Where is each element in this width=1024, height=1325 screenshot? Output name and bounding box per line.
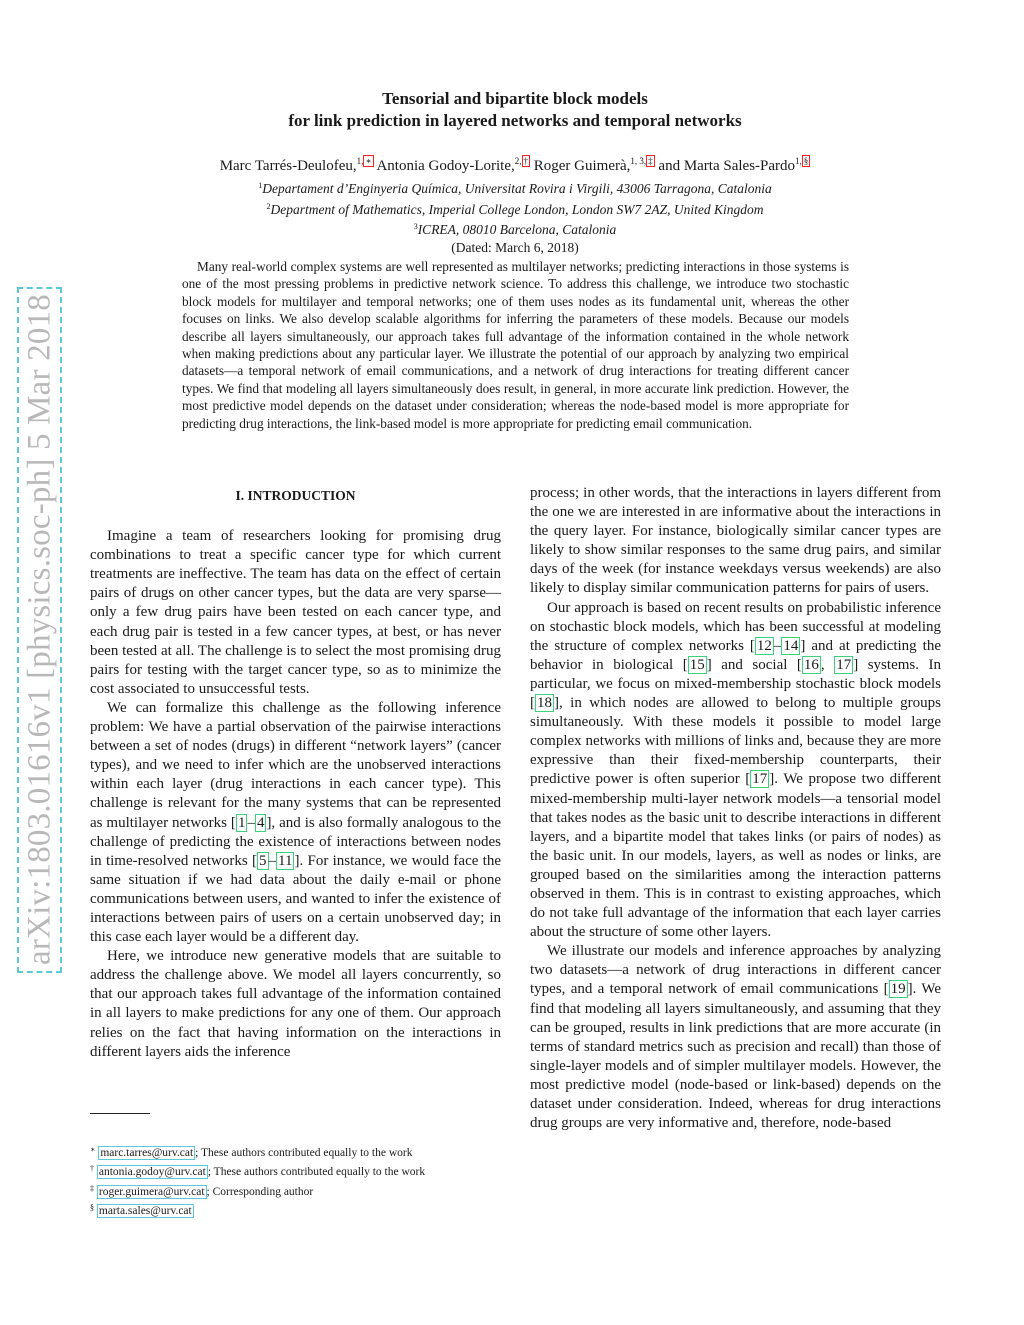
footnote: ‡ roger.guimera@urv.cat ; Corresponding author xyxy=(90,1183,314,1198)
author-name: Antonia Godoy-Lorite, xyxy=(376,158,515,174)
author-name: Marc Tarrés-Deulofeu, xyxy=(219,158,357,174)
citation-link[interactable]: 17 xyxy=(752,771,768,788)
affiliation: $^3$ICREA, 08010 Barcelona, Catalonia xyxy=(413,222,617,237)
abstract: Many real-world complex systems are well represented as multilayer networks; predicting interactions in those systems is one of the most pressing problems in predictive network science. To address this challenge, we introduce two stochastic block models for multilayer and temporal networks; one of them uses nodes as its fundamental unit, whereas the other focuses on links. We also develop scalable algorithms for inferring the parameters of these models. Because our models describe all layers simultaneously, our approach takes full advantage of the information contained in the whole network when making predictions about any particular layer. We illustrate the potential of our approach by analyzing two empirical datasets—a temporal network of email communications, and a network of drug interactions for treating different cancer types. We find that modeling all layers simultaneously does result, in general, in more accurate link prediction. However, the most predictive model depends on the dataset under consideration; whereas the node-based model is more appropriate for predicting drug interactions, the link-based model is more appropriate for predicting email communication. xyxy=(182,259,849,431)
author-list: Marc Tarrés-Deulofeu,$^{1, ∗}$ Antonia Godoy-Lorite,$^{2, \dagger}$ Roger Guimerà,$^{1, 3, \ddagger}$ and Marta Sales-Pardo$^{1, \S}$ xyxy=(219,156,809,174)
paper-title: Tensorial and bipartite block models for link prediction in layered networks and temporal networks xyxy=(288,89,742,130)
author-name: Roger Guimerà, xyxy=(533,158,631,174)
email-link[interactable]: roger.guimera@urv.cat xyxy=(98,1185,205,1198)
section-heading: I. INTRODUCTION xyxy=(235,488,356,503)
paragraph: Imagine a team of researchers looking for promising drug combinations to treat a specific cancer type for which current treatments are ineffective. The team has data on the effect of certain pairs of drugs on other cancer types, but the data are very sparse—only a few drug pairs have been tested on each cancer type, and each drug pair is tested in a few cancer types, at best, or has never been tested at all. The challenge is to select the most promising drug pairs for testing with the target cancer type, so as to minimize the cost associated to unsuccessful tests. xyxy=(90,528,501,697)
citation-link[interactable]: 12 xyxy=(756,637,772,654)
affiliations xyxy=(120,177,910,256)
dated-line: (Dated: March 6, 2018) xyxy=(451,239,579,255)
footnote-rule xyxy=(90,1113,150,1114)
citation-link[interactable]: 18 xyxy=(537,695,552,712)
email-link[interactable]: marta.sales@urv.cat xyxy=(98,1205,192,1218)
footnote-link[interactable]: § xyxy=(803,156,809,166)
email-link[interactable]: marc.tarres@urv.cat xyxy=(100,1147,194,1159)
citation-link[interactable]: 1 xyxy=(237,814,246,831)
citation-link[interactable]: 4 xyxy=(256,814,265,831)
citation-link[interactable]: 17 xyxy=(836,656,852,673)
citation-link[interactable]: 14 xyxy=(783,637,799,654)
footnote-link[interactable]: † xyxy=(523,156,529,166)
footnote: ∗ marc.tarres@urv.cat ; These authors contributed equally to the work xyxy=(90,1145,413,1159)
footnote-link[interactable]: ∗ xyxy=(365,156,372,166)
paragraph: process; in other words, that the interactions in layers different from the one we are interested in are informative about the interactions in the query layer. For instance, biologically similar cancer types are likely to show similar responses to the same drug pairs, and similar days of the week (for instance weekdays versus weekends) are also likely to display similar communication patterns for pairs of users. xyxy=(530,485,941,597)
footnote: § marta.sales@urv.cat xyxy=(90,1203,192,1218)
affiliation: $^1$Departament d’Enginyeria Química, Universitat Rovira i Virgili, 43006 Tarragona, Catalonia xyxy=(258,181,772,196)
citation-link[interactable]: 19 xyxy=(890,981,906,998)
footnotes xyxy=(90,1142,510,1220)
paragraph: We illustrate our models and inference approaches by analyzing two datasets—a network of drug interactions in different cancer types, and a temporal network of email communications [ 19 ]. We find that modeling all layers simultaneously, and assuming that they can be grouped, results in link predictions that are more accurate (in terms of standard metrics such as precision and recall) than those of single-layer models and of simpler multilayer models. However, the most predictive model (node-based or link-based) depends on the dataset under consideration. Indeed, whereas for drug interactions drug groups are very informative and, therefore, node-based xyxy=(530,943,942,1132)
footnote: † antonia.godoy@urv.cat ; These authors contributed equally to the work xyxy=(90,1164,426,1179)
paragraph: Our approach is based on recent results on probabilistic inference on stochastic block models, which has been successful at modeling the structure of complex networks [ 12 – 14 ] and at predicting the behavior in biological [ 15 ] and social [ 16 , 17 ] systems. In particular, we focus on mixed-membership stochastic block models [ 18 ], in which nodes are allowed to belong to multiple groups simultaneously. With these models it possible to model large complex networks with millions of links and, because they are more expressive than their fixed-membership counterparts, their predictive power is often superior [ 17 ]. We propose two different mixed-membership multi-layer network models—a tensorial model that takes nodes as the basic unit to describe interactions in different layers, and a bipartite model that takes links (or pairs of nodes) as the basic unit. In our models, layers, as well as nodes or links, are grouped based on the similarities among the interaction patterns observed in them. This is in contrast to existing approaches, which do not take full advantage of the information that each layer carries about the structure of some other layers. xyxy=(530,599,941,941)
footnote-link[interactable]: ‡ xyxy=(648,156,653,166)
left-column xyxy=(90,484,501,1062)
paragraph: We can formalize this challenge as the following inference problem: We have a partial observation of the pairwise interactions between a set of nodes (drugs) in different “network layers” (cancer types), and we need to infer which are the unobserved interactions within each layer (drug interactions in each cancer type). This challenge is relevant for the many systems that can be represented as multilayer networks [ 1 – 4 ], and is also formally analogous to the challenge of predicting the existence of interactions between nodes in time-resolved networks [ 5 – 11 ]. For instance, we would face the same situation if we had data about the daily e-mail or phone communications between users, and wanted to infer the existence of interactions between pairs of users on a certain unobserved day; in this case each layer would be a different day. xyxy=(90,699,502,946)
paragraph: Here, we introduce new generative models that are suitable to address the challenge above. We model all layers concurrently, so that our approach takes full advantage of the information contained in all layers to make predictions for any one of them. Our approach relies on the fact that having information on the interactions in different layers aids the inference xyxy=(90,948,501,1060)
email-link[interactable]: antonia.godoy@urv.cat xyxy=(98,1166,206,1179)
right-column xyxy=(530,484,941,1133)
arxiv-identifier-stamp: arXiv:1803.01616v1 [physics.soc-ph] 5 Mar 2018 xyxy=(15,270,65,990)
citation-link[interactable]: 16 xyxy=(803,656,819,673)
author-name: and Marta Sales-Pardo xyxy=(658,158,796,174)
affiliation: $^2$Department of Mathematics, Imperial College London, London SW7 2AZ, United Kingdom xyxy=(266,201,764,217)
citation-link[interactable]: 15 xyxy=(689,656,705,673)
citation-link[interactable]: 11 xyxy=(278,852,293,869)
citation-link[interactable]: 5 xyxy=(259,852,267,869)
